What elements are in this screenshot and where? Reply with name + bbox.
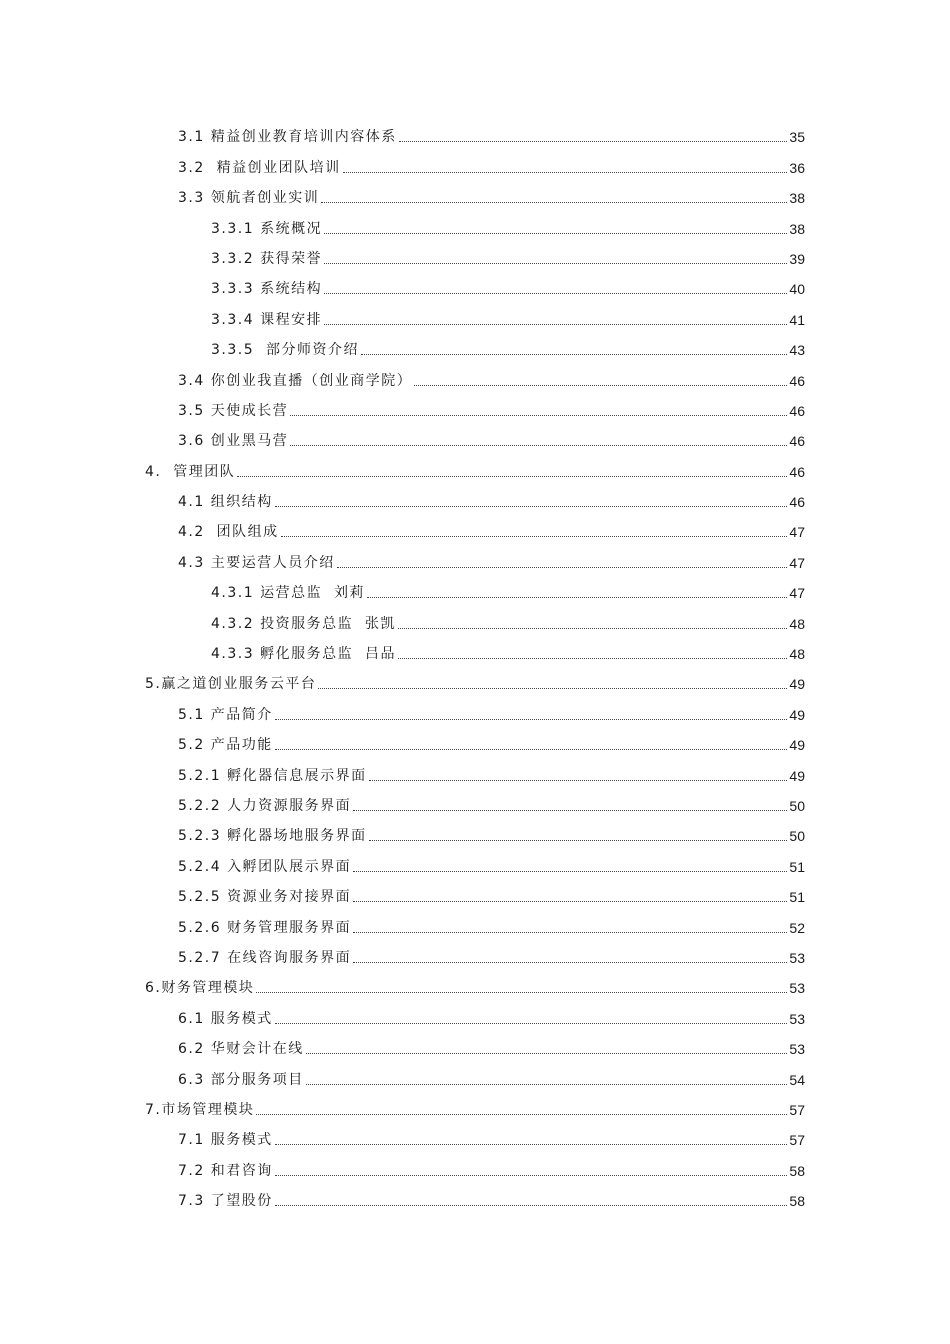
toc-dot-leader bbox=[324, 324, 787, 325]
toc-entry[interactable] bbox=[0, 1149, 950, 1179]
toc-entry[interactable] bbox=[0, 937, 950, 967]
toc-entry-title: 5.2.1 孵化器信息展示界面 bbox=[178, 767, 367, 784]
toc-entry[interactable] bbox=[0, 390, 950, 420]
toc-entry[interactable] bbox=[0, 207, 950, 237]
toc-dot-leader bbox=[306, 1084, 788, 1085]
toc-entry[interactable] bbox=[0, 815, 950, 845]
toc-entry-title: 7.1 服务模式 bbox=[178, 1132, 273, 1149]
toc-dot-leader bbox=[275, 719, 788, 720]
toc-entry-title: 4.1 组织结构 bbox=[178, 494, 273, 511]
toc-entry[interactable] bbox=[0, 146, 950, 176]
toc-entry-page-number: 49 bbox=[789, 767, 805, 784]
toc-entry[interactable] bbox=[0, 693, 950, 723]
toc-dot-leader bbox=[398, 628, 787, 629]
toc-dot-leader bbox=[275, 1205, 788, 1206]
toc-entry[interactable] bbox=[0, 420, 950, 450]
toc-dot-leader bbox=[275, 1144, 788, 1145]
toc-entry-page-number: 50 bbox=[789, 797, 805, 814]
toc-dot-leader bbox=[321, 202, 787, 203]
toc-dot-leader bbox=[318, 688, 787, 689]
toc-dot-leader bbox=[275, 749, 788, 750]
toc-entry-title: 7.3 了望股份 bbox=[178, 1193, 273, 1210]
toc-dot-leader bbox=[324, 293, 787, 294]
toc-entry[interactable] bbox=[0, 268, 950, 298]
toc-entry-page-number: 48 bbox=[789, 615, 805, 632]
toc-dot-leader bbox=[353, 810, 787, 811]
toc-entry-page-number: 48 bbox=[789, 646, 805, 663]
toc-entry-title: 3.3.5 部分师资介绍 bbox=[211, 342, 360, 359]
toc-entry-page-number: 40 bbox=[789, 281, 805, 298]
toc-dot-leader bbox=[353, 901, 787, 902]
toc-entry-page-number: 58 bbox=[789, 1162, 805, 1179]
toc-dot-leader bbox=[256, 1114, 787, 1115]
toc-entry-title: 5.1 产品简介 bbox=[178, 706, 273, 723]
toc-dot-leader bbox=[353, 932, 787, 933]
toc-entry-page-number: 47 bbox=[789, 585, 805, 602]
toc-entry[interactable] bbox=[0, 724, 950, 754]
toc-dot-leader bbox=[281, 536, 788, 537]
toc-dot-leader bbox=[353, 871, 787, 872]
toc-entry[interactable] bbox=[0, 845, 950, 875]
toc-dot-leader bbox=[399, 141, 788, 142]
toc-entry-page-number: 38 bbox=[789, 220, 805, 237]
toc-dot-leader bbox=[256, 992, 787, 993]
toc-entry[interactable] bbox=[0, 572, 950, 602]
toc-entry-page-number: 53 bbox=[789, 1010, 805, 1027]
toc-entry-page-number: 51 bbox=[789, 858, 805, 875]
toc-dot-leader bbox=[337, 567, 788, 568]
toc-entry[interactable] bbox=[0, 541, 950, 571]
toc-entry-title: 5.2.6 财务管理服务界面 bbox=[178, 919, 352, 936]
toc-entry[interactable] bbox=[0, 116, 950, 146]
toc-entry-page-number: 57 bbox=[789, 1132, 805, 1149]
toc-entry-title: 3.3.3 系统结构 bbox=[211, 281, 323, 298]
toc-entry-title: 3.5 天使成长营 bbox=[178, 402, 289, 419]
toc-entry-page-number: 46 bbox=[789, 494, 805, 511]
toc-entry-page-number: 41 bbox=[789, 311, 805, 328]
toc-entry-title: 5.2.2 人力资源服务界面 bbox=[178, 797, 352, 814]
toc-entry-page-number: 36 bbox=[789, 159, 805, 176]
toc-entry-title: 4.3.1 运营总监 刘莉 bbox=[211, 585, 365, 602]
toc-entry[interactable] bbox=[0, 754, 950, 784]
toc-entry[interactable] bbox=[0, 785, 950, 815]
toc-entry[interactable] bbox=[0, 633, 950, 663]
toc-entry[interactable] bbox=[0, 329, 950, 359]
toc-entry-page-number: 49 bbox=[789, 676, 805, 693]
toc-entry[interactable] bbox=[0, 876, 950, 906]
toc-dot-leader bbox=[353, 962, 787, 963]
toc-dot-leader bbox=[398, 658, 787, 659]
toc-entry-page-number: 38 bbox=[789, 190, 805, 207]
toc-entry-title: 6.2 华财会计在线 bbox=[178, 1041, 304, 1058]
toc-entry-page-number: 57 bbox=[789, 1101, 805, 1118]
toc-entry-title: 5.2 产品功能 bbox=[178, 737, 273, 754]
toc-entry-page-number: 51 bbox=[789, 889, 805, 906]
toc-dot-leader bbox=[367, 597, 787, 598]
toc-entry[interactable] bbox=[0, 511, 950, 541]
toc-entry-page-number: 46 bbox=[789, 372, 805, 389]
toc-entry-title: 6.财务管理模块 bbox=[145, 980, 255, 997]
toc-entry-page-number: 53 bbox=[789, 949, 805, 966]
toc-entry-page-number: 47 bbox=[789, 554, 805, 571]
toc-entry[interactable] bbox=[0, 602, 950, 632]
toc-entry-title: 3.6 创业黑马营 bbox=[178, 433, 289, 450]
toc-entry[interactable] bbox=[0, 967, 950, 997]
toc-dot-leader bbox=[275, 1175, 788, 1176]
toc-entry-page-number: 58 bbox=[789, 1193, 805, 1210]
toc-entry[interactable] bbox=[0, 997, 950, 1027]
toc-dot-leader bbox=[306, 1053, 788, 1054]
toc-entry-page-number: 46 bbox=[789, 402, 805, 419]
toc-entry-title: 6.3 部分服务项目 bbox=[178, 1071, 304, 1088]
toc-entry[interactable] bbox=[0, 1119, 950, 1149]
toc-dot-leader bbox=[361, 354, 787, 355]
toc-entry-title: 5.2.7 在线咨询服务界面 bbox=[178, 949, 352, 966]
toc-entry[interactable] bbox=[0, 1180, 950, 1210]
toc-entry-title: 5.赢之道创业服务云平台 bbox=[145, 676, 317, 693]
toc-entry[interactable] bbox=[0, 906, 950, 936]
toc-entry-page-number: 46 bbox=[789, 433, 805, 450]
toc-entry-title: 5.2.4 入孵团队展示界面 bbox=[178, 858, 352, 875]
toc-entry-page-number: 52 bbox=[789, 919, 805, 936]
toc-dot-leader bbox=[290, 415, 787, 416]
toc-entry-page-number: 49 bbox=[789, 737, 805, 754]
toc-entry-title: 4.3.2 投资服务总监 张凯 bbox=[211, 615, 396, 632]
toc-entry[interactable] bbox=[0, 298, 950, 328]
toc-dot-leader bbox=[275, 1023, 788, 1024]
toc-entry-page-number: 53 bbox=[789, 1041, 805, 1058]
table-of-contents bbox=[0, 116, 950, 1210]
toc-dot-leader bbox=[369, 780, 788, 781]
toc-dot-leader bbox=[275, 506, 788, 507]
toc-entry-title: 4.3.3 孵化服务总监 吕品 bbox=[211, 646, 396, 663]
toc-entry-title: 3.3.2 获得荣誉 bbox=[211, 250, 323, 267]
toc-entry-title: 3.3.4 课程安排 bbox=[211, 311, 323, 328]
toc-dot-leader bbox=[369, 840, 788, 841]
toc-entry-page-number: 43 bbox=[789, 342, 805, 359]
toc-entry-title: 4. 管理团队 bbox=[145, 463, 236, 480]
toc-entry-title: 7.市场管理模块 bbox=[145, 1101, 255, 1118]
toc-entry[interactable] bbox=[0, 450, 950, 480]
toc-entry-page-number: 53 bbox=[789, 980, 805, 997]
toc-entry-title: 7.2 和君咨询 bbox=[178, 1162, 273, 1179]
toc-entry-page-number: 35 bbox=[789, 129, 805, 146]
toc-entry-page-number: 46 bbox=[789, 463, 805, 480]
toc-entry[interactable] bbox=[0, 1028, 950, 1058]
toc-entry[interactable] bbox=[0, 359, 950, 389]
toc-entry-title: 3.2 精益创业团队培训 bbox=[178, 159, 341, 176]
toc-dot-leader bbox=[324, 263, 787, 264]
toc-entry-page-number: 49 bbox=[789, 706, 805, 723]
toc-entry-title: 4.2 团队组成 bbox=[178, 524, 279, 541]
toc-dot-leader bbox=[343, 172, 788, 173]
toc-dot-leader bbox=[237, 476, 787, 477]
toc-entry-title: 6.1 服务模式 bbox=[178, 1010, 273, 1027]
toc-dot-leader bbox=[414, 385, 787, 386]
toc-entry-title: 5.2.5 资源业务对接界面 bbox=[178, 889, 352, 906]
toc-entry[interactable] bbox=[0, 663, 950, 693]
toc-entry[interactable] bbox=[0, 1089, 950, 1119]
toc-entry-page-number: 39 bbox=[789, 250, 805, 267]
toc-entry[interactable] bbox=[0, 177, 950, 207]
toc-entry-title: 5.2.3 孵化器场地服务界面 bbox=[178, 828, 367, 845]
toc-entry-title: 3.3 领航者创业实训 bbox=[178, 190, 320, 207]
toc-entry-title: 3.1 精益创业教育培训内容体系 bbox=[178, 129, 397, 146]
toc-entry-title: 4.3 主要运营人员介绍 bbox=[178, 554, 335, 571]
toc-entry[interactable] bbox=[0, 238, 950, 268]
toc-entry-page-number: 54 bbox=[789, 1071, 805, 1088]
toc-dot-leader bbox=[290, 445, 787, 446]
toc-entry-title: 3.4 你创业我直播（创业商学院） bbox=[178, 372, 413, 389]
toc-dot-leader bbox=[324, 233, 787, 234]
toc-entry[interactable] bbox=[0, 1058, 950, 1088]
toc-entry[interactable] bbox=[0, 481, 950, 511]
toc-entry-page-number: 50 bbox=[789, 828, 805, 845]
toc-entry-page-number: 47 bbox=[789, 524, 805, 541]
toc-entry-title: 3.3.1 系统概况 bbox=[211, 220, 323, 237]
